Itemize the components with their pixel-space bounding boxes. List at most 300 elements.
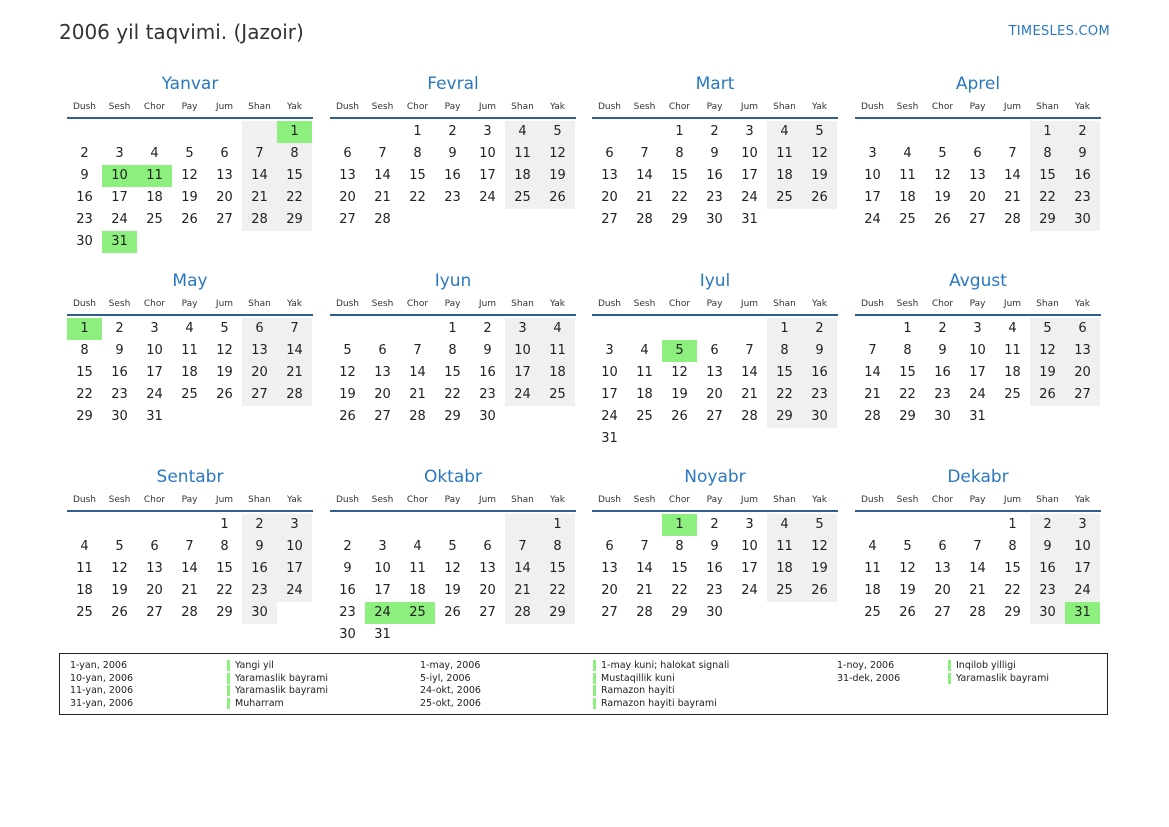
day-cell[interactable]: 29 — [216, 605, 233, 620]
day-cell[interactable]: 8 — [277, 143, 312, 165]
day-cell[interactable]: 16 — [339, 583, 356, 598]
day-cell[interactable]: 17 — [277, 558, 312, 580]
day-cell[interactable]: 4 — [767, 121, 802, 143]
day-cell[interactable]: 20 — [934, 583, 951, 598]
holiday-day-cell[interactable]: 11 — [137, 165, 172, 187]
day-cell[interactable]: 20 — [374, 387, 391, 402]
day-cell[interactable]: 17 — [146, 365, 163, 380]
day-cell[interactable]: 24 — [479, 190, 496, 205]
day-cell[interactable]: 13 — [1065, 340, 1100, 362]
day-cell[interactable]: 10 — [1065, 536, 1100, 558]
day-cell[interactable]: 10 — [741, 539, 758, 554]
day-cell[interactable]: 3 — [483, 124, 492, 139]
day-cell[interactable]: 28 — [505, 602, 540, 624]
day-cell[interactable]: 7 — [1008, 146, 1017, 161]
day-cell[interactable]: 4 — [80, 539, 89, 554]
holiday-day-cell[interactable]: 1 — [277, 121, 312, 143]
day-cell[interactable]: 8 — [413, 146, 422, 161]
day-cell[interactable]: 6 — [973, 146, 982, 161]
holiday-day-cell[interactable]: 31 — [102, 231, 137, 253]
day-cell[interactable]: 8 — [1030, 143, 1065, 165]
day-cell[interactable]: 6 — [150, 539, 159, 554]
day-cell[interactable]: 28 — [242, 209, 277, 231]
day-cell[interactable]: 13 — [146, 561, 163, 576]
day-cell[interactable]: 23 — [706, 583, 723, 598]
day-cell[interactable]: 22 — [1030, 187, 1065, 209]
day-cell[interactable]: 28 — [636, 605, 653, 620]
day-cell[interactable]: 17 — [1065, 558, 1100, 580]
day-cell[interactable]: 22 — [540, 580, 575, 602]
day-cell[interactable]: 6 — [605, 539, 614, 554]
day-cell[interactable]: 24 — [277, 580, 312, 602]
day-cell[interactable]: 16 — [479, 365, 496, 380]
day-cell[interactable]: 27 — [479, 605, 496, 620]
day-cell[interactable]: 4 — [540, 318, 575, 340]
day-cell[interactable]: 9 — [115, 343, 124, 358]
day-cell[interactable]: 24 — [111, 212, 128, 227]
day-cell[interactable]: 19 — [934, 190, 951, 205]
brand-link[interactable]: TIMESLES.COM — [1008, 24, 1110, 39]
day-cell[interactable]: 29 — [444, 409, 461, 424]
day-cell[interactable]: 23 — [111, 387, 128, 402]
day-cell[interactable]: 14 — [409, 365, 426, 380]
day-cell[interactable]: 18 — [767, 165, 802, 187]
day-cell[interactable]: 8 — [903, 343, 912, 358]
day-cell[interactable]: 9 — [1030, 536, 1065, 558]
day-cell[interactable]: 9 — [483, 343, 492, 358]
day-cell[interactable]: 9 — [80, 168, 89, 183]
day-cell[interactable]: 8 — [675, 146, 684, 161]
day-cell[interactable]: 22 — [409, 190, 426, 205]
day-cell[interactable]: 16 — [802, 362, 837, 384]
day-cell[interactable]: 9 — [1065, 143, 1100, 165]
day-cell[interactable]: 9 — [242, 536, 277, 558]
day-cell[interactable]: 30 — [802, 406, 837, 428]
day-cell[interactable]: 3 — [745, 517, 754, 532]
day-cell[interactable]: 20 — [479, 583, 496, 598]
day-cell[interactable]: 5 — [185, 146, 194, 161]
day-cell[interactable]: 14 — [505, 558, 540, 580]
day-cell[interactable]: 6 — [938, 539, 947, 554]
day-cell[interactable]: 25 — [540, 384, 575, 406]
day-cell[interactable]: 1 — [1030, 121, 1065, 143]
day-cell[interactable]: 27 — [339, 212, 356, 227]
day-cell[interactable]: 3 — [1065, 514, 1100, 536]
day-cell[interactable]: 15 — [409, 168, 426, 183]
day-cell[interactable]: 29 — [76, 409, 93, 424]
day-cell[interactable]: 2 — [938, 321, 947, 336]
day-cell[interactable]: 7 — [242, 143, 277, 165]
day-cell[interactable]: 10 — [146, 343, 163, 358]
day-cell[interactable]: 7 — [277, 318, 312, 340]
day-cell[interactable]: 20 — [339, 190, 356, 205]
day-cell[interactable]: 29 — [540, 602, 575, 624]
day-cell[interactable]: 28 — [741, 409, 758, 424]
day-cell[interactable]: 7 — [745, 343, 754, 358]
day-cell[interactable]: 19 — [671, 387, 688, 402]
day-cell[interactable]: 19 — [339, 387, 356, 402]
day-cell[interactable]: 14 — [181, 561, 198, 576]
day-cell[interactable]: 7 — [640, 146, 649, 161]
day-cell[interactable]: 8 — [675, 539, 684, 554]
day-cell[interactable]: 19 — [1030, 362, 1065, 384]
day-cell[interactable]: 30 — [1030, 602, 1065, 624]
day-cell[interactable]: 5 — [448, 539, 457, 554]
day-cell[interactable]: 7 — [505, 536, 540, 558]
day-cell[interactable]: 16 — [706, 561, 723, 576]
day-cell[interactable]: 23 — [444, 190, 461, 205]
day-cell[interactable]: 14 — [969, 561, 986, 576]
day-cell[interactable]: 28 — [636, 212, 653, 227]
day-cell[interactable]: 17 — [374, 583, 391, 598]
day-cell[interactable]: 15 — [76, 365, 93, 380]
day-cell[interactable]: 21 — [864, 387, 881, 402]
day-cell[interactable]: 14 — [374, 168, 391, 183]
day-cell[interactable]: 15 — [1004, 561, 1021, 576]
day-cell[interactable]: 11 — [864, 561, 881, 576]
day-cell[interactable]: 30 — [111, 409, 128, 424]
day-cell[interactable]: 26 — [216, 387, 233, 402]
day-cell[interactable]: 9 — [938, 343, 947, 358]
day-cell[interactable]: 23 — [76, 212, 93, 227]
day-cell[interactable]: 18 — [540, 362, 575, 384]
day-cell[interactable]: 27 — [146, 605, 163, 620]
day-cell[interactable]: 13 — [374, 365, 391, 380]
day-cell[interactable]: 17 — [111, 190, 128, 205]
day-cell[interactable]: 4 — [150, 146, 159, 161]
holiday-day-cell[interactable]: 10 — [102, 165, 137, 187]
day-cell[interactable]: 10 — [277, 536, 312, 558]
day-cell[interactable]: 3 — [277, 514, 312, 536]
day-cell[interactable]: 29 — [277, 209, 312, 231]
day-cell[interactable]: 21 — [636, 190, 653, 205]
day-cell[interactable]: 6 — [710, 343, 719, 358]
day-cell[interactable]: 3 — [378, 539, 387, 554]
day-cell[interactable]: 10 — [969, 343, 986, 358]
day-cell[interactable]: 14 — [636, 168, 653, 183]
day-cell[interactable]: 9 — [710, 146, 719, 161]
day-cell[interactable]: 26 — [802, 187, 837, 209]
day-cell[interactable]: 7 — [868, 343, 877, 358]
day-cell[interactable]: 11 — [899, 168, 916, 183]
day-cell[interactable]: 1 — [540, 514, 575, 536]
day-cell[interactable]: 12 — [216, 343, 233, 358]
day-cell[interactable]: 20 — [969, 190, 986, 205]
day-cell[interactable]: 7 — [973, 539, 982, 554]
holiday-day-cell[interactable]: 1 — [662, 514, 697, 536]
day-cell[interactable]: 10 — [374, 561, 391, 576]
day-cell[interactable]: 23 — [706, 190, 723, 205]
day-cell[interactable]: 29 — [671, 212, 688, 227]
day-cell[interactable]: 6 — [242, 318, 277, 340]
day-cell[interactable]: 6 — [1065, 318, 1100, 340]
day-cell[interactable]: 25 — [181, 387, 198, 402]
day-cell[interactable]: 18 — [864, 583, 881, 598]
day-cell[interactable]: 31 — [601, 431, 618, 446]
day-cell[interactable]: 28 — [864, 409, 881, 424]
day-cell[interactable]: 9 — [802, 340, 837, 362]
day-cell[interactable]: 13 — [601, 168, 618, 183]
day-cell[interactable]: 3 — [115, 146, 124, 161]
day-cell[interactable]: 17 — [741, 168, 758, 183]
day-cell[interactable]: 20 — [146, 583, 163, 598]
day-cell[interactable]: 17 — [864, 190, 881, 205]
day-cell[interactable]: 13 — [339, 168, 356, 183]
day-cell[interactable]: 21 — [409, 387, 426, 402]
day-cell[interactable]: 25 — [864, 605, 881, 620]
day-cell[interactable]: 24 — [741, 583, 758, 598]
day-cell[interactable]: 26 — [540, 187, 575, 209]
day-cell[interactable]: 29 — [671, 605, 688, 620]
day-cell[interactable]: 27 — [601, 212, 618, 227]
day-cell[interactable]: 29 — [1004, 605, 1021, 620]
day-cell[interactable]: 18 — [76, 583, 93, 598]
day-cell[interactable]: 19 — [899, 583, 916, 598]
day-cell[interactable]: 22 — [767, 384, 802, 406]
day-cell[interactable]: 2 — [483, 321, 492, 336]
day-cell[interactable]: 3 — [505, 318, 540, 340]
day-cell[interactable]: 16 — [111, 365, 128, 380]
day-cell[interactable]: 15 — [277, 165, 312, 187]
day-cell[interactable]: 3 — [605, 343, 614, 358]
day-cell[interactable]: 14 — [636, 561, 653, 576]
day-cell[interactable]: 15 — [444, 365, 461, 380]
day-cell[interactable]: 4 — [903, 146, 912, 161]
day-cell[interactable]: 28 — [969, 605, 986, 620]
day-cell[interactable]: 25 — [1004, 387, 1021, 402]
day-cell[interactable]: 4 — [868, 539, 877, 554]
day-cell[interactable]: 25 — [636, 409, 653, 424]
day-cell[interactable]: 8 — [1008, 539, 1017, 554]
day-cell[interactable]: 3 — [868, 146, 877, 161]
day-cell[interactable]: 21 — [242, 187, 277, 209]
day-cell[interactable]: 12 — [540, 143, 575, 165]
day-cell[interactable]: 15 — [671, 561, 688, 576]
day-cell[interactable]: 13 — [479, 561, 496, 576]
day-cell[interactable]: 4 — [505, 121, 540, 143]
day-cell[interactable]: 22 — [277, 187, 312, 209]
day-cell[interactable]: 2 — [80, 146, 89, 161]
day-cell[interactable]: 11 — [636, 365, 653, 380]
holiday-day-cell[interactable]: 5 — [662, 340, 697, 362]
day-cell[interactable]: 15 — [540, 558, 575, 580]
day-cell[interactable]: 16 — [242, 558, 277, 580]
day-cell[interactable]: 17 — [741, 561, 758, 576]
day-cell[interactable]: 30 — [1065, 209, 1100, 231]
day-cell[interactable]: 3 — [973, 321, 982, 336]
day-cell[interactable]: 12 — [339, 365, 356, 380]
day-cell[interactable]: 31 — [741, 212, 758, 227]
day-cell[interactable]: 6 — [378, 343, 387, 358]
day-cell[interactable]: 19 — [216, 365, 233, 380]
day-cell[interactable]: 22 — [899, 387, 916, 402]
day-cell[interactable]: 4 — [413, 539, 422, 554]
holiday-day-cell[interactable]: 24 — [365, 602, 400, 624]
day-cell[interactable]: 21 — [969, 583, 986, 598]
day-cell[interactable]: 17 — [601, 387, 618, 402]
day-cell[interactable]: 17 — [505, 362, 540, 384]
day-cell[interactable]: 25 — [146, 212, 163, 227]
day-cell[interactable]: 8 — [540, 536, 575, 558]
day-cell[interactable]: 5 — [802, 514, 837, 536]
day-cell[interactable]: 23 — [934, 387, 951, 402]
day-cell[interactable]: 5 — [115, 539, 124, 554]
day-cell[interactable]: 19 — [802, 558, 837, 580]
day-cell[interactable]: 16 — [444, 168, 461, 183]
day-cell[interactable]: 24 — [1065, 580, 1100, 602]
day-cell[interactable]: 15 — [767, 362, 802, 384]
day-cell[interactable]: 18 — [181, 365, 198, 380]
day-cell[interactable]: 20 — [706, 387, 723, 402]
day-cell[interactable]: 21 — [505, 580, 540, 602]
day-cell[interactable]: 26 — [1030, 384, 1065, 406]
day-cell[interactable]: 26 — [111, 605, 128, 620]
day-cell[interactable]: 5 — [903, 539, 912, 554]
day-cell[interactable]: 5 — [802, 121, 837, 143]
day-cell[interactable]: 10 — [505, 340, 540, 362]
day-cell[interactable]: 24 — [741, 190, 758, 205]
day-cell[interactable]: 26 — [181, 212, 198, 227]
day-cell[interactable]: 31 — [146, 409, 163, 424]
day-cell[interactable]: 30 — [706, 212, 723, 227]
day-cell[interactable]: 13 — [706, 365, 723, 380]
day-cell[interactable]: 1 — [1008, 517, 1017, 532]
day-cell[interactable]: 28 — [374, 212, 391, 227]
day-cell[interactable]: 22 — [216, 583, 233, 598]
day-cell[interactable]: 24 — [969, 387, 986, 402]
day-cell[interactable]: 17 — [969, 365, 986, 380]
day-cell[interactable]: 25 — [505, 187, 540, 209]
day-cell[interactable]: 13 — [934, 561, 951, 576]
day-cell[interactable]: 9 — [710, 539, 719, 554]
day-cell[interactable]: 30 — [934, 409, 951, 424]
day-cell[interactable]: 26 — [444, 605, 461, 620]
day-cell[interactable]: 21 — [636, 583, 653, 598]
day-cell[interactable]: 31 — [969, 409, 986, 424]
day-cell[interactable]: 24 — [864, 212, 881, 227]
day-cell[interactable]: 4 — [640, 343, 649, 358]
day-cell[interactable]: 26 — [339, 409, 356, 424]
day-cell[interactable]: 1 — [220, 517, 229, 532]
day-cell[interactable]: 29 — [899, 409, 916, 424]
day-cell[interactable]: 2 — [242, 514, 277, 536]
day-cell[interactable]: 30 — [242, 602, 277, 624]
day-cell[interactable]: 14 — [741, 365, 758, 380]
day-cell[interactable]: 25 — [899, 212, 916, 227]
day-cell[interactable]: 16 — [934, 365, 951, 380]
day-cell[interactable]: 8 — [767, 340, 802, 362]
day-cell[interactable]: 12 — [802, 143, 837, 165]
day-cell[interactable]: 5 — [220, 321, 229, 336]
day-cell[interactable]: 7 — [640, 539, 649, 554]
day-cell[interactable]: 7 — [413, 343, 422, 358]
day-cell[interactable]: 30 — [479, 409, 496, 424]
day-cell[interactable]: 29 — [1030, 209, 1065, 231]
day-cell[interactable]: 24 — [505, 384, 540, 406]
day-cell[interactable]: 4 — [185, 321, 194, 336]
day-cell[interactable]: 23 — [339, 605, 356, 620]
day-cell[interactable]: 6 — [343, 146, 352, 161]
day-cell[interactable]: 22 — [444, 387, 461, 402]
day-cell[interactable]: 13 — [216, 168, 233, 183]
day-cell[interactable]: 19 — [802, 165, 837, 187]
day-cell[interactable]: 9 — [448, 146, 457, 161]
day-cell[interactable]: 12 — [802, 536, 837, 558]
day-cell[interactable]: 12 — [671, 365, 688, 380]
day-cell[interactable]: 10 — [741, 146, 758, 161]
day-cell[interactable]: 10 — [479, 146, 496, 161]
day-cell[interactable]: 27 — [969, 212, 986, 227]
day-cell[interactable]: 30 — [339, 627, 356, 642]
day-cell[interactable]: 1 — [903, 321, 912, 336]
day-cell[interactable]: 2 — [1065, 121, 1100, 143]
day-cell[interactable]: 14 — [1004, 168, 1021, 183]
day-cell[interactable]: 11 — [767, 536, 802, 558]
day-cell[interactable]: 20 — [216, 190, 233, 205]
day-cell[interactable]: 23 — [242, 580, 277, 602]
day-cell[interactable]: 10 — [601, 365, 618, 380]
day-cell[interactable]: 23 — [1065, 187, 1100, 209]
day-cell[interactable]: 27 — [242, 384, 277, 406]
day-cell[interactable]: 16 — [1065, 165, 1100, 187]
day-cell[interactable]: 24 — [601, 409, 618, 424]
day-cell[interactable]: 12 — [1030, 340, 1065, 362]
day-cell[interactable]: 13 — [242, 340, 277, 362]
day-cell[interactable]: 21 — [741, 387, 758, 402]
day-cell[interactable]: 21 — [1004, 190, 1021, 205]
day-cell[interactable]: 19 — [444, 583, 461, 598]
day-cell[interactable]: 30 — [76, 234, 93, 249]
day-cell[interactable]: 22 — [671, 190, 688, 205]
day-cell[interactable]: 10 — [864, 168, 881, 183]
day-cell[interactable]: 24 — [146, 387, 163, 402]
day-cell[interactable]: 27 — [601, 605, 618, 620]
day-cell[interactable]: 25 — [76, 605, 93, 620]
day-cell[interactable]: 20 — [1065, 362, 1100, 384]
day-cell[interactable]: 23 — [802, 384, 837, 406]
day-cell[interactable]: 13 — [969, 168, 986, 183]
day-cell[interactable]: 11 — [76, 561, 93, 576]
day-cell[interactable]: 2 — [710, 517, 719, 532]
day-cell[interactable]: 16 — [76, 190, 93, 205]
day-cell[interactable]: 9 — [343, 561, 352, 576]
day-cell[interactable]: 2 — [710, 124, 719, 139]
day-cell[interactable]: 19 — [540, 165, 575, 187]
day-cell[interactable]: 20 — [601, 583, 618, 598]
day-cell[interactable]: 1 — [448, 321, 457, 336]
day-cell[interactable]: 22 — [1004, 583, 1021, 598]
day-cell[interactable]: 18 — [409, 583, 426, 598]
day-cell[interactable]: 28 — [409, 409, 426, 424]
day-cell[interactable]: 15 — [899, 365, 916, 380]
day-cell[interactable]: 2 — [802, 318, 837, 340]
holiday-day-cell[interactable]: 31 — [1065, 602, 1100, 624]
day-cell[interactable]: 2 — [343, 539, 352, 554]
day-cell[interactable]: 11 — [505, 143, 540, 165]
day-cell[interactable]: 11 — [767, 143, 802, 165]
day-cell[interactable]: 22 — [76, 387, 93, 402]
day-cell[interactable]: 27 — [1065, 384, 1100, 406]
day-cell[interactable]: 21 — [181, 583, 198, 598]
day-cell[interactable]: 18 — [767, 558, 802, 580]
day-cell[interactable]: 27 — [706, 409, 723, 424]
day-cell[interactable]: 8 — [448, 343, 457, 358]
day-cell[interactable]: 12 — [181, 168, 198, 183]
day-cell[interactable]: 12 — [934, 168, 951, 183]
day-cell[interactable]: 12 — [444, 561, 461, 576]
day-cell[interactable]: 17 — [479, 168, 496, 183]
day-cell[interactable]: 23 — [1030, 580, 1065, 602]
